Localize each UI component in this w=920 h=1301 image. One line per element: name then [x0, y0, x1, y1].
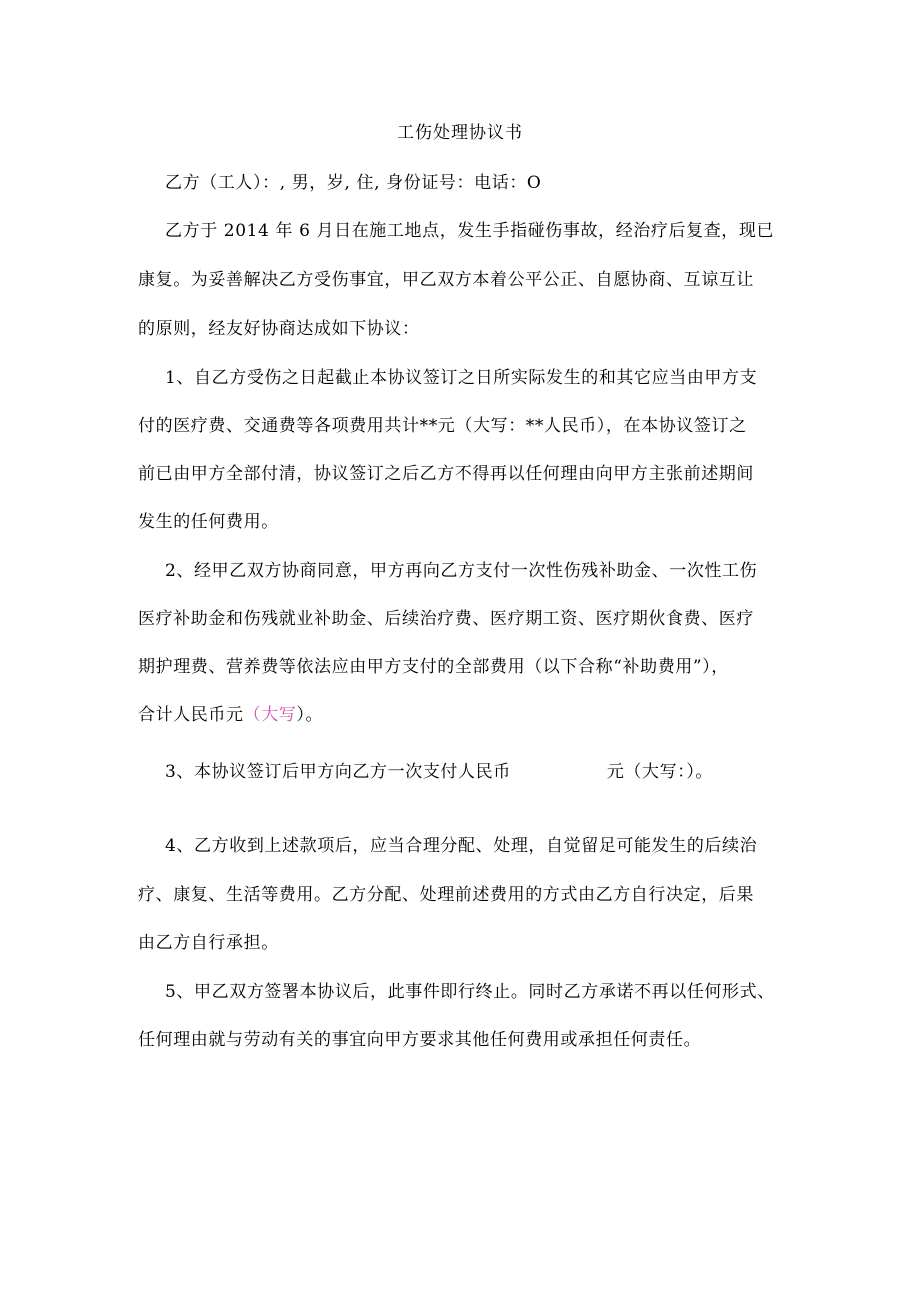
clause-2-line-1: 2、经甲乙双方协商同意，甲方再向乙方支付一次性伤残补助金、一次性工伤: [165, 561, 758, 581]
clause-2-close: ）。: [296, 705, 324, 725]
clause-1-line-1: 1、自乙方受伤之日起截止本协议签订之日所实际发生的和其它应当由甲方支: [165, 368, 758, 388]
clause-2-line-3: 期护理费、营养费等依法应由甲方支付的全部费用（以下合称“补助费用”），: [138, 657, 729, 677]
clause-4-line-2: 疗、康复、生活等费用。乙方分配、处理前述费用的方式由乙方自行决定，后果: [138, 885, 754, 905]
party-b-line: 乙方（工人）：, 男，岁, 住, 身份证号：电话：O: [165, 173, 542, 193]
clause-4-line-1: 4、乙方收到上述款项后，应当合理分配、处理，自觉留足可能发生的后续治: [165, 836, 758, 856]
clause-3-tail: 元（大写：）。: [606, 762, 714, 782]
clause-5-line-1: 5、甲乙双方签署本协议后，此事件即行终止。同时乙方承诺不再以任何形式、: [165, 982, 775, 1002]
clause-1-line-3: 前已由甲方全部付清，协议签订之后乙方不得再以任何理由向甲方主张前述期间: [138, 464, 754, 484]
document-title: 工伤处理协议书: [397, 123, 523, 143]
clause-2-line-4: [138, 703, 798, 727]
intro-line-3: 的原则，经友好协商达成如下协议：: [138, 319, 420, 339]
clause-2-capital-note: （大写: [243, 705, 297, 725]
intro-line-2: 康复。为妥善解决乙方受伤事宜，甲乙双方本着公平公正、自愿协商、互谅互让: [138, 270, 754, 290]
clause-1-line-2: 付的医疗费、交通费等各项费用共计**元（大写：**人民币），在本协议签订之: [138, 416, 747, 436]
clause-3-line: [165, 760, 825, 784]
clause-4-line-3: 由乙方自行承担。: [138, 933, 279, 953]
intro-line-1: 乙方于 2014 年 6 月日在施工地点，发生手指碰伤事故，经治疗后复查，现已: [165, 221, 775, 241]
clause-2-line-2: 医疗补助金和伤残就业补助金、后续治疗费、医疗期工资、医疗期伙食费、医疗: [138, 609, 754, 629]
clause-2-total-text: 合计人民币元: [138, 705, 244, 725]
clause-1-line-4: 发生的任何费用。: [138, 512, 279, 532]
clause-3-text: 3、本协议签订后甲方向乙方一次支付人民币: [165, 762, 511, 782]
clause-5-line-2: 任何理由就与劳动有关的事宜向甲方要求其他任何费用或承担任何责任。: [138, 1030, 702, 1050]
